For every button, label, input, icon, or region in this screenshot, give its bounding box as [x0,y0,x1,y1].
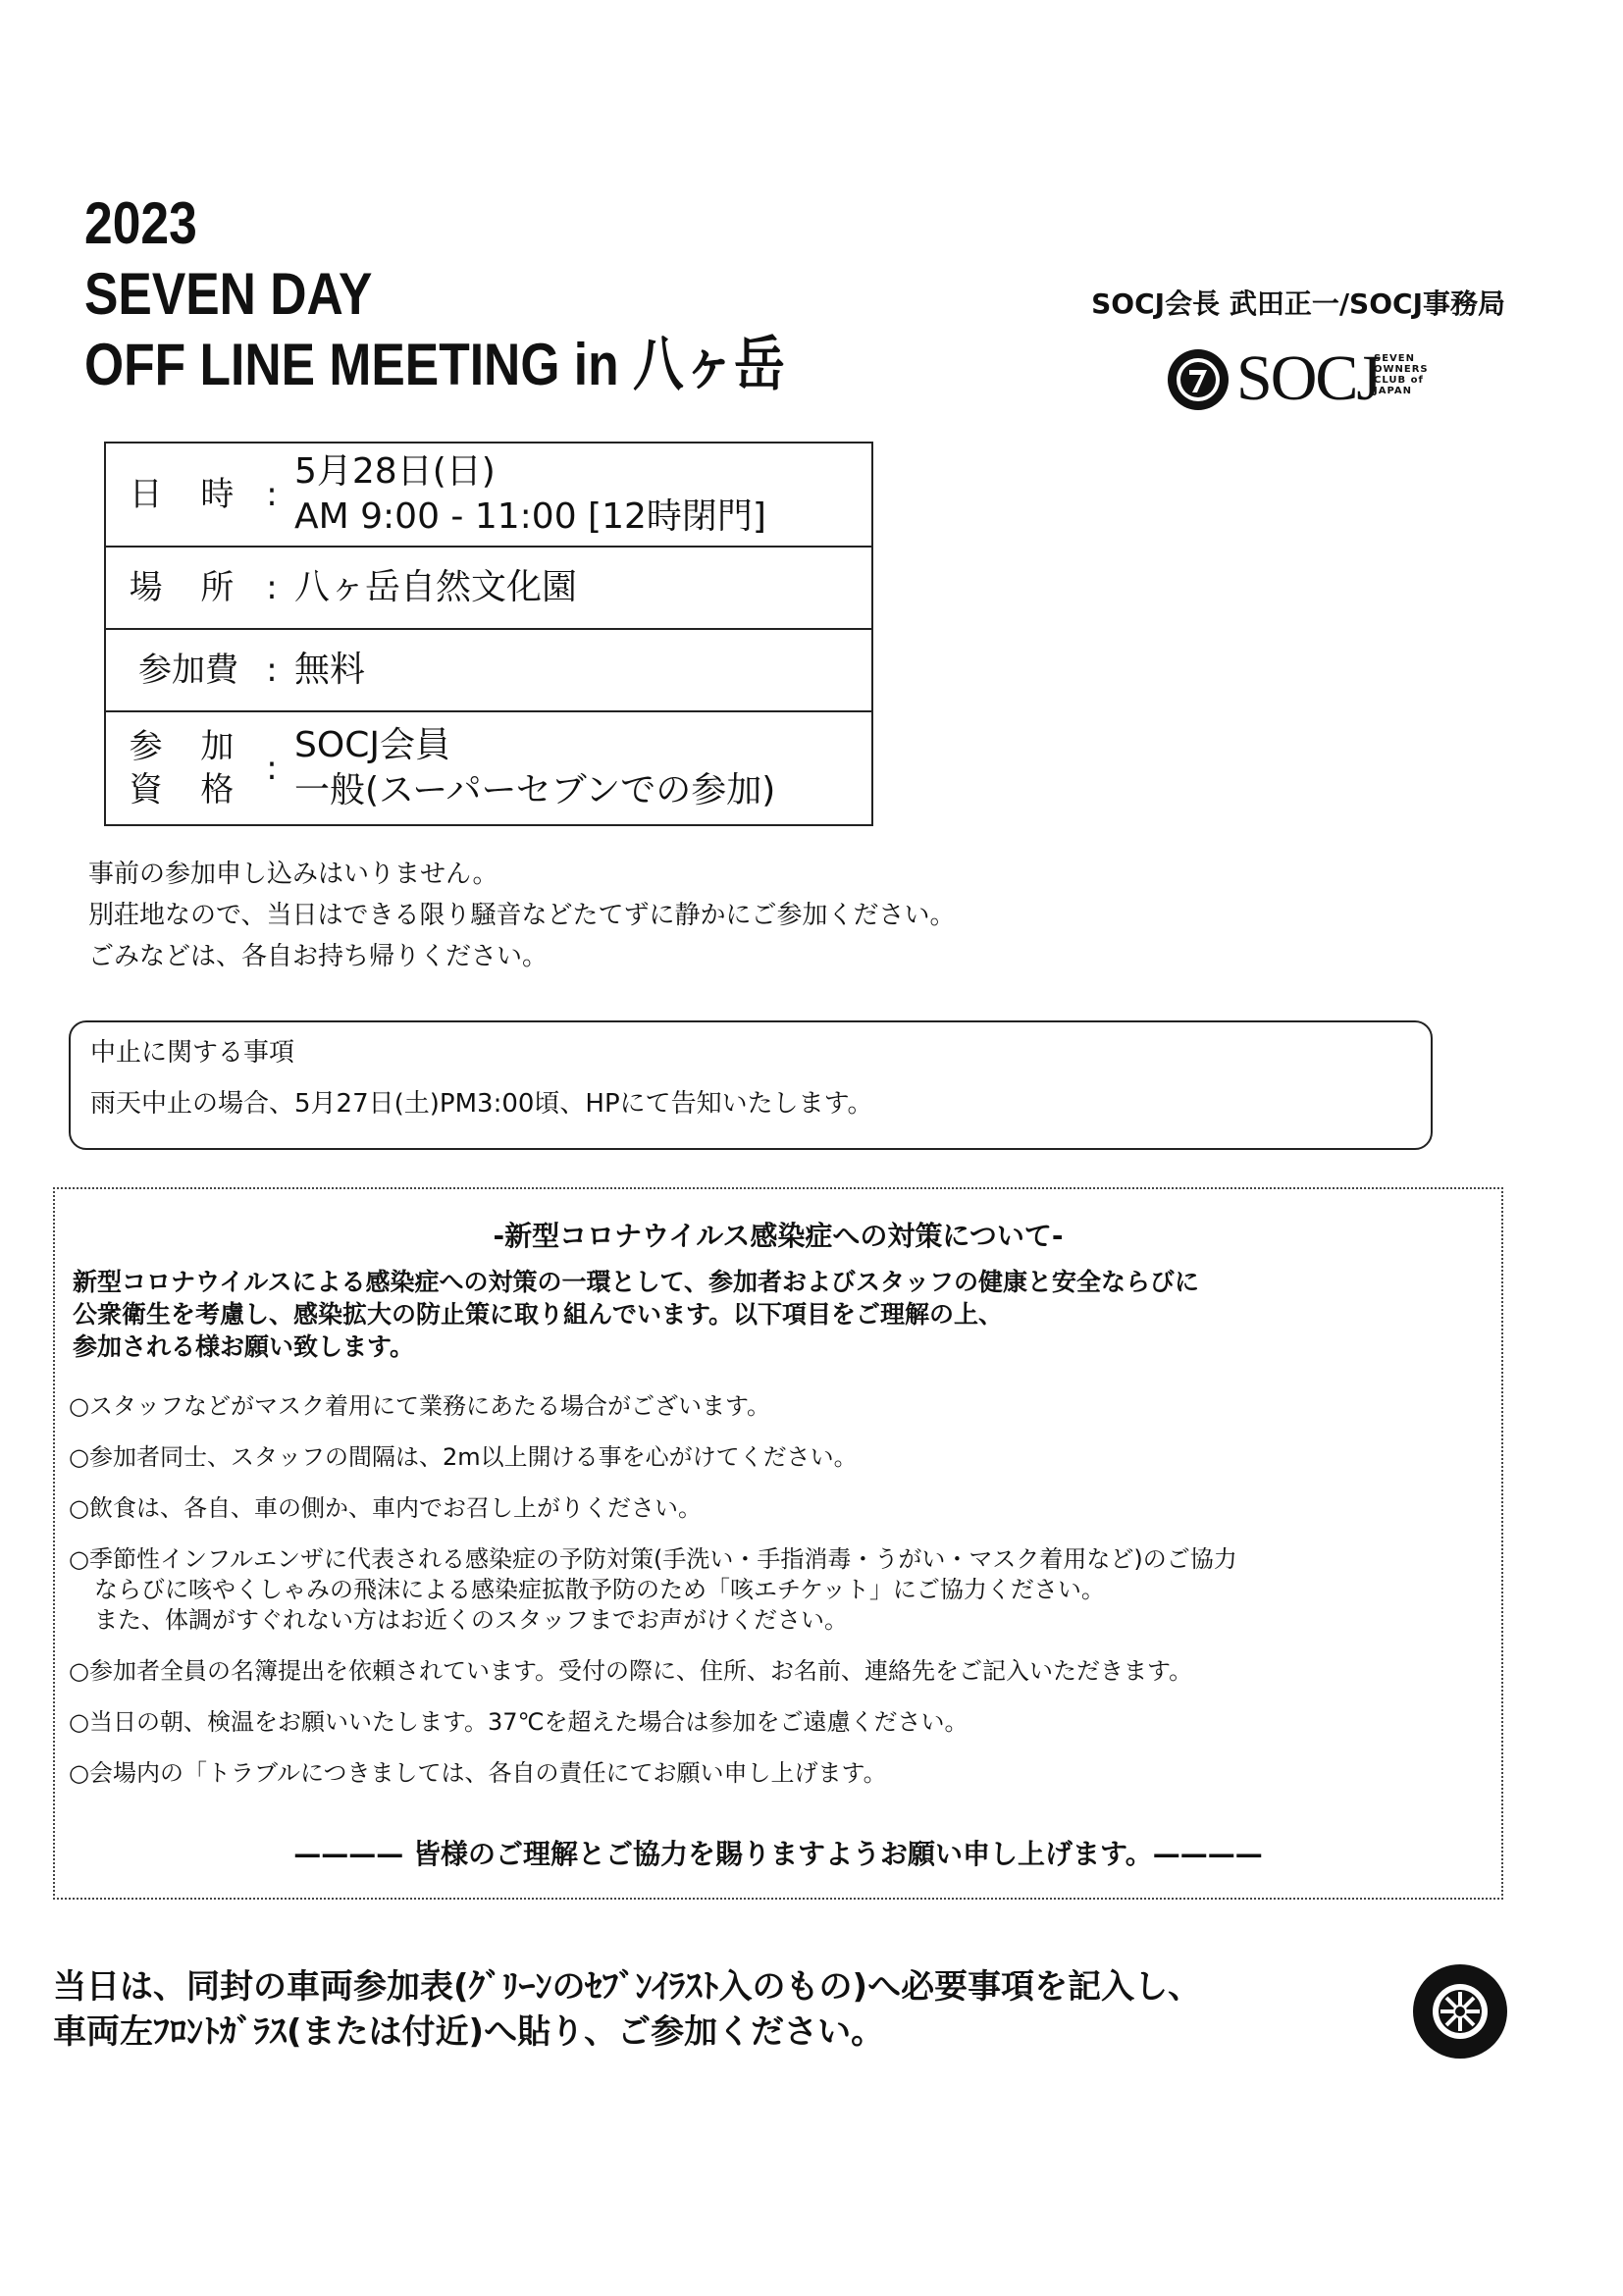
title-subtitle: OFF LINE MEETING in 八ヶ岳 [84,332,785,397]
logo-sub-line: OWNERS [1374,364,1429,375]
logo-sub-line: JAPAN [1374,386,1412,396]
colon: : [266,568,278,607]
corona-item: ○参加者同士、スタッフの間隔は、2m以上開ける事を心がけてください。 [69,1443,858,1471]
note-line: 事前の参加申し込みはいりません。 [88,860,498,889]
title-year: 2023 [84,190,197,256]
corona-item-line: また、体調がすぐれない方はお近くのスタッフまでお声がけください。 [94,1606,848,1634]
qualification-label-line: 参 加 [129,727,248,766]
corona-item-line: ○季節性インフルエンザに代表される感染症の予防対策(手洗い・手指消毒・うがい・マスク着用など)のご協力 [69,1545,1237,1573]
place-value: 八ヶ岳自然文化園 [294,567,578,607]
colon: : [266,749,278,788]
note-line: ごみなどは、各自お持ち帰りください。 [88,942,549,971]
corona-item-line: ならびに咳やくしゃみの飛沫による感染症拡散予防のため「咳エチケット」にご協力ください。 [94,1576,1105,1603]
info-row-date [106,444,871,548]
date-time: AM 9:00 - 11:00 [12時閉門] [294,496,766,537]
notes [88,854,955,977]
logo-subtext [1374,353,1429,396]
corona-closing: ———— 皆様のご理解とご協力を賜りますようお願い申し上げます。———— [293,1838,1263,1870]
tire-icon [1411,1962,1509,2061]
info-row-place [106,548,871,630]
seven-emblem-icon [1166,347,1230,412]
logo-sub-line: CLUB of [1374,375,1424,386]
logo-sub-line: SEVEN [1374,353,1415,364]
note-line: 別荘地なので、当日はできる限り騒音などたてずに静かにご参加ください。 [88,901,956,930]
corona-items [69,1391,1237,1809]
corona-item: ○当日の朝、検温をお願いいたします。37℃を超えた場合は参加をご遠慮ください。 [69,1708,969,1736]
title-event-name: SEVEN DAY [84,261,373,327]
corona-item [69,1544,1237,1636]
bottom-notice [53,1964,1201,2055]
fee-label: 参加費 [138,651,238,690]
corona-item: ○飲食は、各自、車の側か、車内でお召し上がりください。 [69,1494,702,1522]
cancellation-box [69,1020,1433,1150]
date-label: 日 時 [129,475,248,514]
date-day: 5月28日(日) [294,451,496,492]
corona-intro [73,1266,1199,1363]
cancellation-body: 雨天中止の場合、5月27日(土)PM3:00頃、HPにて告知いたします。 [90,1089,873,1119]
event-info-table [104,442,873,826]
corona-item: ○会場内の「トラブルにつきましては、各自の責任にてお願い申し上げます。 [69,1759,887,1787]
place-label: 場 所 [129,568,248,607]
qualification-value [287,723,775,813]
corona-measures-box [53,1187,1503,1900]
corona-intro-line: 新型コロナウイルスによる感染症への対策の一環として、参加者およびスタッフの健康と安全ならびに [73,1268,1200,1296]
corona-intro-line: 参加される様お願い致します。 [73,1332,415,1361]
bottom-notice-line: 車両左ﾌﾛﾝﾄｶﾞﾗｽ(または付近)へ貼り、ご参加ください。 [53,2012,885,2052]
bottom-notice-line: 当日は、同封の車両参加表(ｸﾞﾘｰﾝのｾﾌﾞﾝｲﾗｽﾄ入のもの)へ必要事項を記入し、 [53,1967,1202,2007]
fee-value: 無料 [294,650,366,690]
date-value [287,449,766,540]
cancellation-title: 中止に関する事項 [90,1038,295,1068]
event-title [84,188,785,400]
socj-logo [1166,339,1490,418]
corona-item: ○スタッフなどがマスク着用にて業務にあたる場合がございます。 [69,1392,771,1420]
logo-wordmark: SOCJ [1236,342,1381,414]
colon: : [266,475,278,514]
qualification-general: 一般(スーパーセブンでの参加) [294,770,776,810]
qualification-member: SOCJ会員 [294,725,450,765]
info-row-qualification [106,712,871,824]
corona-intro-line: 公衆衛生を考慮し、感染拡大の防止策に取り組んでいます。以下項目をご理解の上、 [73,1300,1004,1329]
colon: : [266,651,278,690]
qualification-label-line: 資 格 [129,770,248,809]
qualification-label [106,725,257,811]
info-row-fee [106,630,871,712]
organizer: SOCJ会長 武田正一/SOCJ事務局 [1091,287,1505,320]
corona-title: -新型コロナウイルス感染症への対策について- [493,1220,1064,1252]
corona-item: ○参加者全員の名簿提出を依頼されています。受付の際に、住所、お名前、連絡先をご記入いただきます。 [69,1657,1193,1685]
